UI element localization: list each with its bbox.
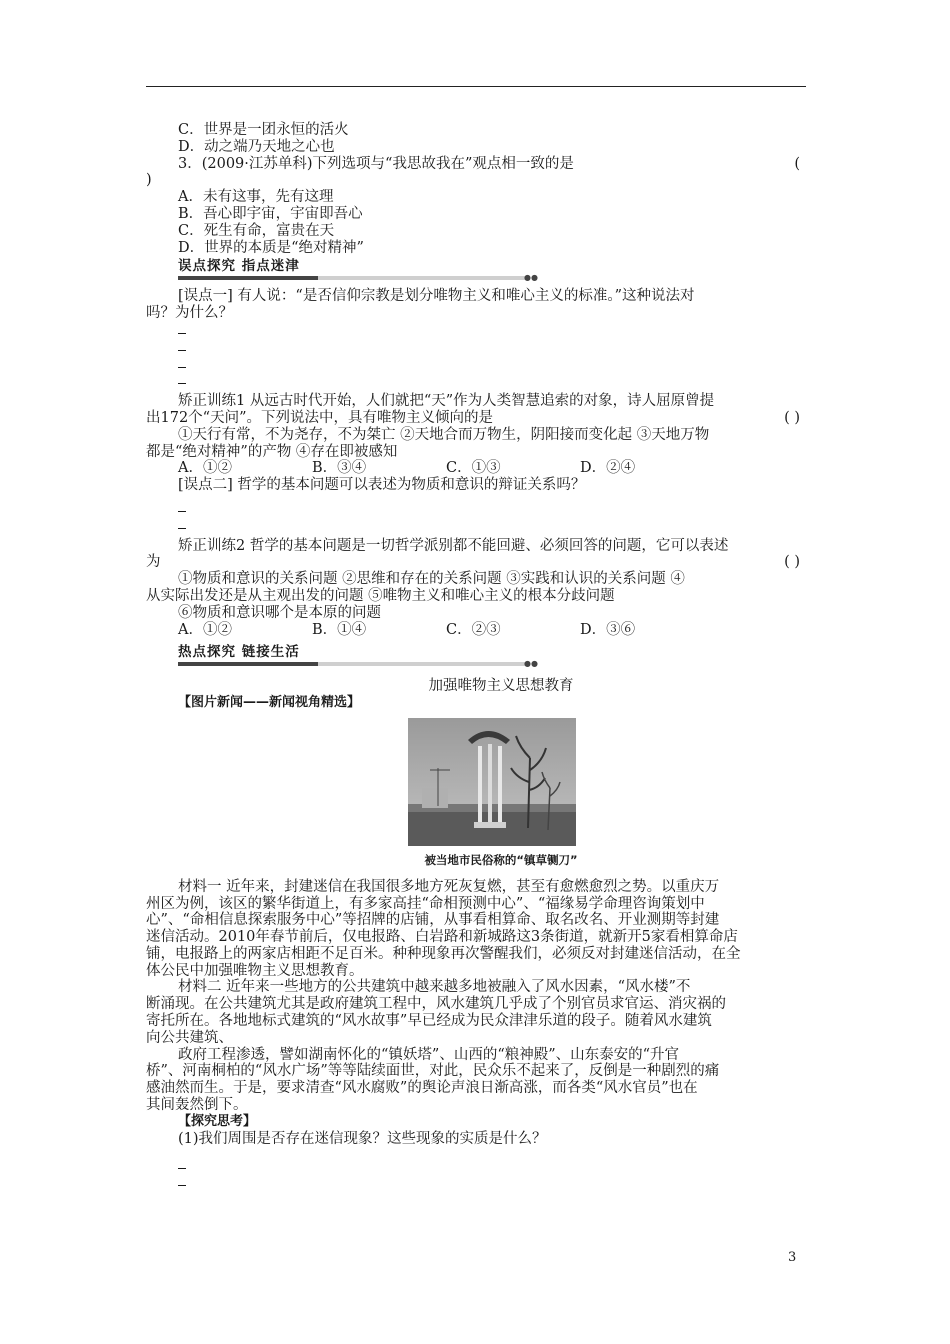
- training-1-line2-text: 出172个“天问”。下列说法中，具有唯物主义倾向的是: [146, 409, 493, 426]
- answer-bracket-open: (: [794, 155, 800, 172]
- section-header-errors: [178, 258, 544, 283]
- training-2-statements-1: ①物质和意识的关系问题 ②思维和存在的关系问题 ③实践和认识的关系问题 ④: [178, 571, 685, 588]
- section-bar-light: [318, 276, 528, 280]
- picture-news-tag: 【图片新闻——新闻视角精选】: [178, 695, 361, 711]
- training-1-options: [146, 460, 806, 477]
- q3-option-b: B．吾心即宇宙，宇宙即吾心: [178, 205, 363, 222]
- option-c: C．①③: [446, 460, 501, 477]
- training-1-statements-2: 都是“绝对精神”的产物 ④存在即被感知: [146, 443, 398, 460]
- news-photo: [408, 718, 576, 846]
- error-point-1-line1: [误点一] 有人说：“是否信仰宗教是划分唯物主义和唯心主义的标准。”这种说法对: [178, 288, 695, 305]
- material-2-line: 寄托所在。各地地标式建筑的“风水故事”早已经成为民众津津乐道的段子。随着风水建筑: [146, 1013, 712, 1030]
- answer-bracket: ( ): [784, 409, 800, 426]
- answer-bracket: ( ): [784, 554, 800, 571]
- training-1-line2: [146, 410, 806, 427]
- training-2-statements-2: 从实际出发还是从主观出发的问题 ⑤唯物主义和唯心主义的根本分歧问题: [146, 587, 615, 604]
- material-2-line: 材料二 近年来一些地方的公共建筑中越来越多地被融入了风水因素，“风水楼”不: [178, 979, 691, 996]
- material-2-line: 感油然而生。于是，要求清查“风水腐败”的舆论声浪日渐高涨，而各类“风水官员”也在: [146, 1080, 698, 1097]
- answer-blank: [146, 500, 806, 517]
- answer-blank: [146, 1157, 806, 1174]
- answer-blank: [146, 356, 806, 373]
- option-d: D．③⑥: [580, 621, 636, 638]
- section-bar-dark: [178, 276, 318, 280]
- material-1-line: 材料一 近年来，封建迷信在我国很多地方死灰复燃，甚至有愈燃愈烈之势。以重庆万: [178, 878, 720, 895]
- option-c: C．世界是一团永恒的活火: [178, 122, 349, 138]
- answer-bracket-close: ): [146, 172, 152, 189]
- photo-caption: 被当地市民俗称的“镇草铡刀”: [424, 852, 578, 867]
- option-a: A．①②: [178, 460, 232, 477]
- q3-option-a: A．未有这事，先有这理: [178, 189, 334, 206]
- material-1-line: 体公民中加强唯物主义思想教育。: [146, 962, 364, 979]
- section-bar-dark: [178, 662, 318, 666]
- error-point-2: [误点二] 哲学的基本问题可以表述为物质和意识的辩证关系吗？: [178, 477, 586, 494]
- section-title: 热点探究 链接生活: [178, 644, 300, 661]
- answer-blank: [146, 339, 806, 356]
- page-number: 3: [788, 1250, 797, 1265]
- material-1-line: 迷信活动。2010年春节前后，仅电报路、白岩路和新城路这3条街道，就新开5家看相算命店: [146, 929, 738, 946]
- q3-option-d: D．世界的本质是“绝对精神”: [178, 239, 364, 256]
- option-d: D．②④: [580, 460, 636, 477]
- option-a: A．①②: [178, 621, 232, 638]
- q3-option-c: C．死生有命，富贵在天: [178, 222, 335, 239]
- section-dots-icon: ●●: [524, 659, 538, 669]
- section-header-hot: [178, 644, 544, 669]
- training-1-statements-1: ①天行有常，不为尧存，不为桀亡 ②天地合而万物生，阴阳接而变化起 ③天地万物: [178, 426, 710, 443]
- material-2-line: 桥”、河南桐柏的“风水广场”等等陆续面世，对此，民众乐不起来了，反倒是一种剧烈的痛: [146, 1063, 720, 1080]
- answer-blank: [146, 1174, 806, 1191]
- option-b: B．①④: [312, 621, 367, 638]
- answer-blank: [146, 322, 806, 339]
- section-bar-light: [318, 662, 528, 666]
- answer-blank: [146, 517, 806, 534]
- material-2-line: 断涌现。在公共建筑尤其是政府建筑工程中，风水建筑几乎成了个别官员求官运、消灾祸的: [146, 996, 726, 1013]
- material-1-line: 州区为例，该区的繁华街道上，有多家高挂“命相预测中心”、“福缘易学命理咨询策划中: [146, 895, 705, 912]
- material-2-line: 向公共建筑、: [146, 1029, 233, 1046]
- section-title: 误点探究 指点迷津: [178, 258, 300, 275]
- training-2-line1: 矫正训练2 哲学的基本问题是一切哲学派别都不能回避、必须回答的问题，它可以表述: [178, 537, 729, 554]
- option-c: C．②③: [446, 621, 501, 638]
- material-1-line: 铺，电报路上的两家店相距不足百米。种种现象再次警醒我们，必须反对封建迷信活动，在全: [146, 945, 741, 962]
- hot-topic-title: 加强唯物主义思想教育: [428, 678, 574, 695]
- answer-blank: [146, 372, 806, 389]
- page-content: [146, 122, 806, 1191]
- training-1-line1: 矫正训练1 从远古时代开始，人们就把“天”作为人类智慧追索的对象，诗人屈原曾提: [178, 393, 715, 410]
- training-2-line2-text: 为: [146, 554, 161, 571]
- option-d: D．动之端乃天地之心也: [178, 138, 335, 155]
- section-dots-icon: ●●: [524, 273, 538, 283]
- explore-question-1: (1)我们周围是否存在迷信现象？这些现象的实质是什么？: [178, 1130, 547, 1147]
- option-b: B．③④: [312, 460, 367, 477]
- training-2-options: [146, 622, 806, 639]
- training-2-statements-3: ⑥物质和意识哪个是本原的问题: [178, 604, 381, 621]
- training-2-line2: [146, 554, 806, 571]
- monument-photo-icon: [408, 718, 576, 846]
- material-2-line: 其间轰然倒下。: [146, 1097, 248, 1114]
- question-3: [146, 156, 806, 173]
- header-rule: [146, 86, 806, 87]
- material-1-line: 心”、“命相信息探索服务中心”等招牌的店铺，从事看相算命、取名改名、开业测期等封建: [146, 912, 720, 929]
- material-2-line: 政府工程渗透，譬如湖南怀化的“镇妖塔”、山西的“粮神殿”、山东泰安的“升官: [178, 1046, 680, 1063]
- error-point-1-line2: 吗？为什么？: [146, 305, 233, 322]
- question-3-text: 3．(2009·江苏单科)下列选项与“我思故我在”观点相一致的是: [178, 155, 574, 172]
- explore-tag: 【探究思考】: [178, 1113, 257, 1129]
